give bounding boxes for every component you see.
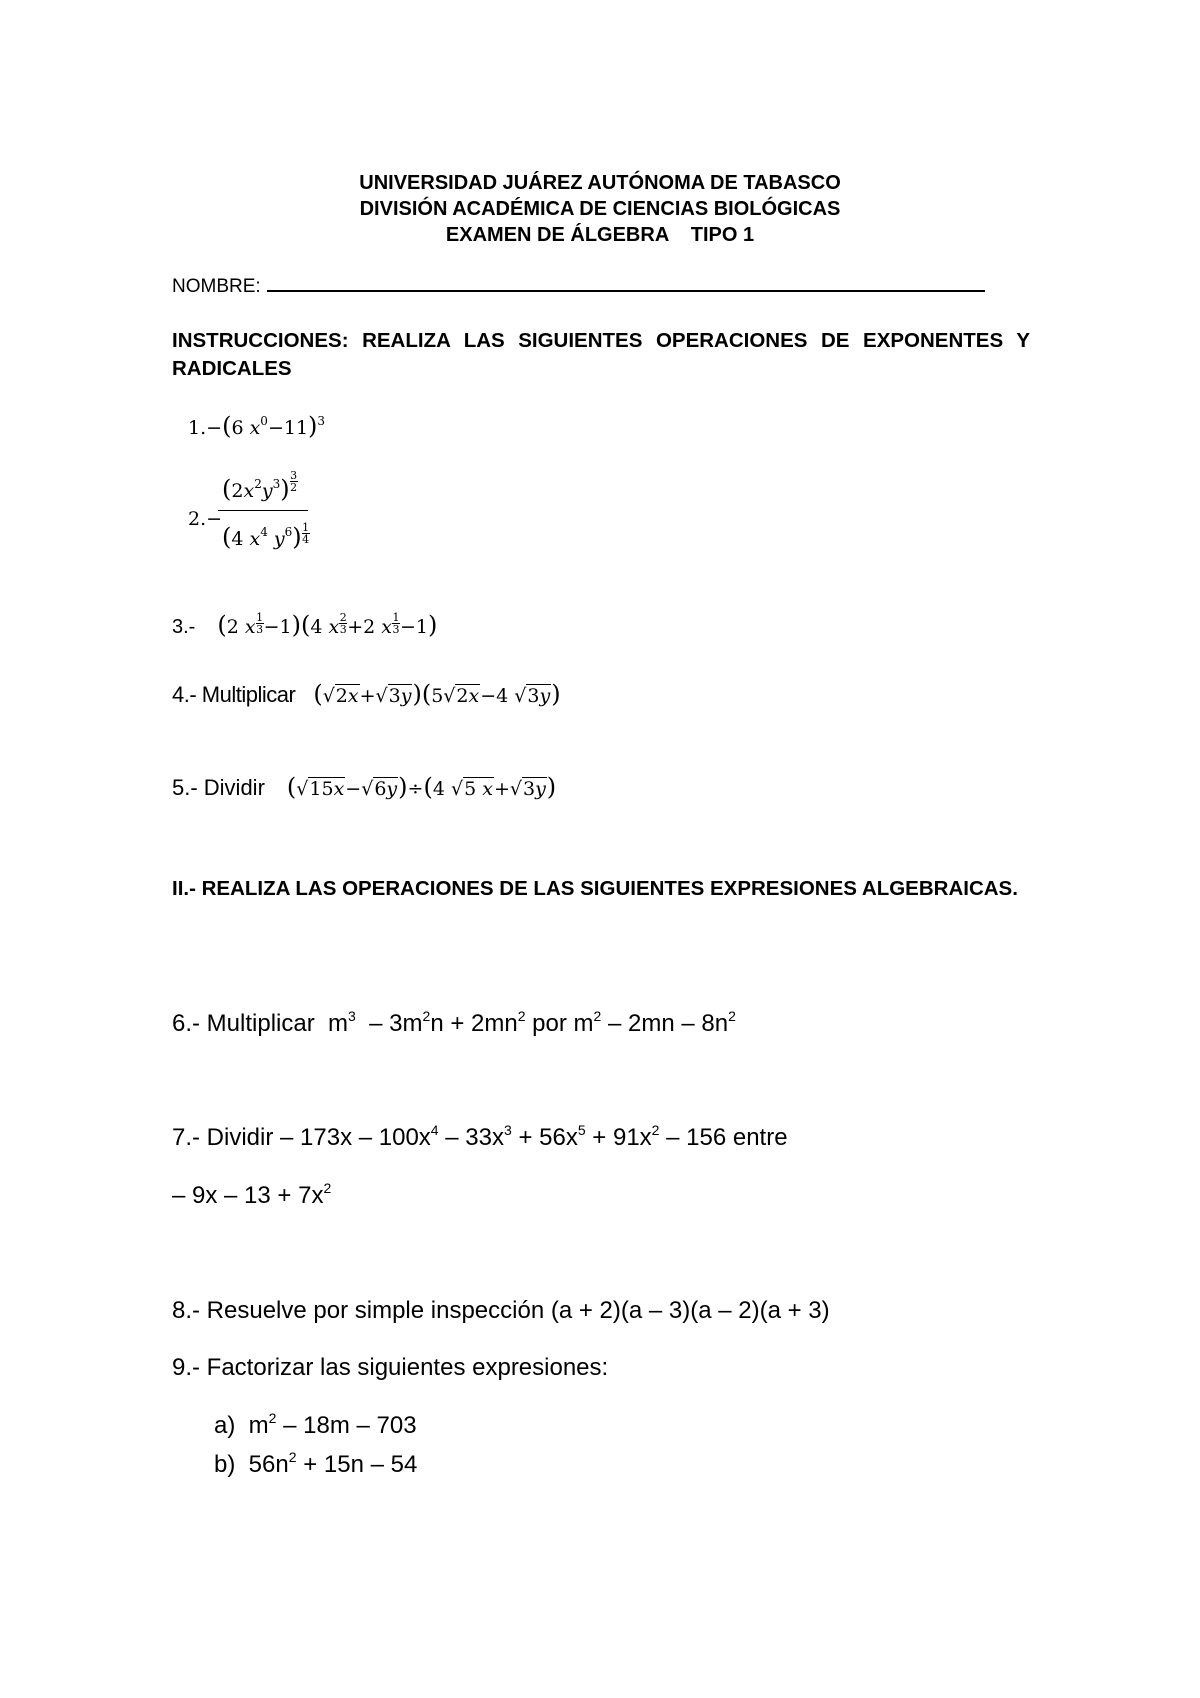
question-9b-label: b) bbox=[214, 1451, 236, 1478]
exam-header bbox=[0, 170, 1200, 248]
problem-1: 1.−(6 $x^0-11)^3$ bbox=[188, 412, 326, 440]
exam-title: EXAMEN DE ÁLGEBRA TIPO 1 bbox=[445, 224, 755, 246]
division-name: DIVISIÓN ACADÉMICA DE CIENCIAS BIOLÓGICAS bbox=[359, 198, 841, 220]
problem-4 bbox=[172, 682, 561, 708]
question-6-label: 6.- Multiplicar bbox=[172, 1010, 315, 1037]
problem-3-expression: (2 x $\frac{1}{3}$ −1)(4 x $\frac{2}{3}$ +2 x $\frac{1}{3}$ −1) bbox=[217, 611, 438, 639]
question-8: 8.- Resuelve por simple inspección (a + 2)(a – 3)(a – 2)(a + 3) bbox=[172, 1297, 830, 1324]
problem-5 bbox=[172, 775, 556, 801]
question-9: 9.- Factorizar las siguientes expresiones: bbox=[172, 1354, 609, 1381]
problem-2-fraction-bar bbox=[218, 510, 308, 511]
question-9a-label: a) bbox=[214, 1412, 236, 1439]
problem-2-label: 2.− bbox=[188, 508, 223, 530]
question-7-label: 7.- Dividir bbox=[172, 1124, 274, 1151]
problem-4-label: 4.- Multiplicar bbox=[172, 682, 296, 707]
name-label: NOMBRE: bbox=[172, 276, 261, 297]
name-field bbox=[172, 275, 985, 298]
question-9a: a) $m^2 - 18m - 703$ bbox=[214, 1410, 417, 1439]
problem-5-expression: (√15x−√6y)÷(4 √5 x+√3y) bbox=[286, 773, 557, 801]
problem-2-numerator: $(2x^2y^3)$ $\frac{3}{2}$ bbox=[222, 469, 298, 503]
question-7-divisor: – $9x - 13 + 7x^2$ bbox=[172, 1180, 332, 1209]
name-blank-line bbox=[267, 275, 985, 292]
section-2-title: II.- REALIZA LAS OPERACIONES DE LAS SIGUIENTES EXPRESIONES ALGEBRAICAS. bbox=[172, 877, 1018, 900]
problem-2-denominator: (4 $x^4$ $y^6$) $\frac{1}{4}$ bbox=[222, 521, 310, 551]
question-9b: b) $56n^2 + 15n - 54$ bbox=[214, 1449, 418, 1478]
problem-5-label: 5.- Dividir bbox=[172, 775, 265, 800]
problem-1-label: 1.− bbox=[188, 417, 223, 439]
question-7-continuation: – 9x – 13 + 7x bbox=[172, 1182, 324, 1209]
question-6: 6.- Multiplicar $m^3 - 3m^2n + 2mn^2$ por $m^2 - 2mn - 8n^2$ bbox=[172, 1008, 736, 1037]
problem-4-expression: (√2x+√3y)(5√2x−4 √3y) bbox=[313, 680, 561, 708]
instructions: INSTRUCCIONES: REALIZA LAS SIGUIENTES OPERACIONES DE EXPONENTES Y RADICALES bbox=[172, 329, 1030, 380]
university-name: UNIVERSIDAD JUÁREZ AUTÓNOMA DE TABASCO bbox=[359, 172, 841, 194]
problem-3-label: 3.- bbox=[172, 616, 196, 638]
question-7: 7.- Dividir – $173x - 100x^4 - 33x^3 + 56x^5 + 91x^2 - 156$ entre bbox=[172, 1122, 788, 1151]
problem-3 bbox=[172, 612, 437, 639]
